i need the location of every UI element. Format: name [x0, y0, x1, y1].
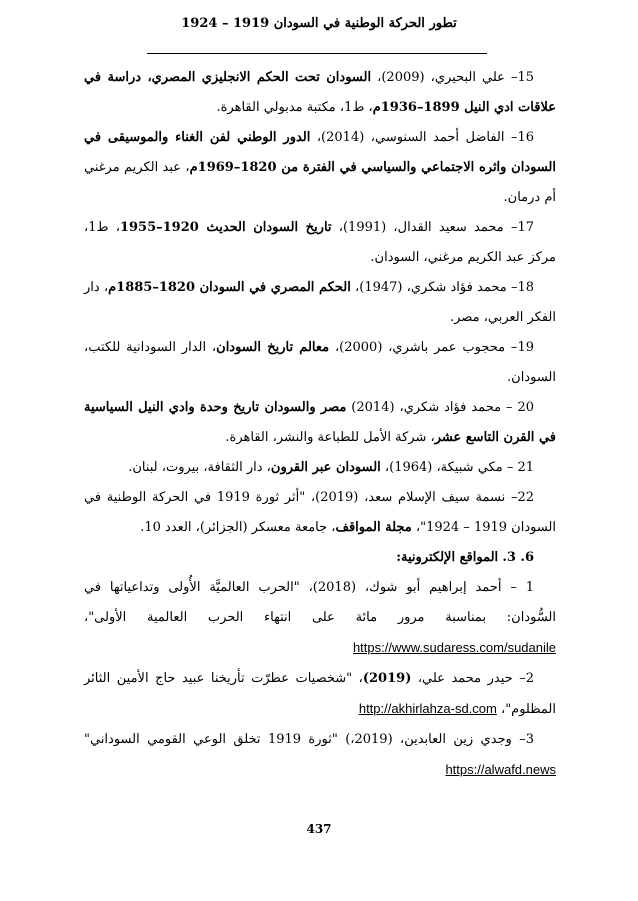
reference-publisher: ، دار الفكر العربي، مصر.: [84, 280, 556, 325]
reference-text: ، "شخصيات عطرّت تأريخنا عبيد حاج الأمين الثائر المظلوم"،: [84, 671, 556, 717]
reference-number: 15: [517, 70, 535, 85]
web-reference-3: 3– وجدي زين العابدين، (2019،) "ثورة 1919 تخلق الوعي القومي السوداني" https://alwafd.news: [84, 732, 556, 777]
reference-19: 19– محجوب عمر باشري، (2000)، معالم تاريخ السودان، الدار السودانية للكتب، السودان.: [84, 340, 556, 385]
reference-title: مجلة المواقف: [335, 520, 412, 535]
reference-author: أحمد إبراهيم أبو شوك،: [356, 580, 502, 595]
reference-number: 21: [517, 460, 534, 475]
reference-title: السودان تحت الحكم الانجليزي المصري، دراسة في علاقات ادي النيل 1899–1936م: [84, 70, 556, 115]
web-reference-1: 1 – أحمد إبراهيم أبو شوك، (2018)، "الحرب العالميَّة الأُولى وتداعياتها في السُّودان: بمناسبة مرور مائة على انتهاء الحرب العالمية الأولى"، https://www.sudaress.com/sudanile: [84, 580, 556, 655]
reference-number: 18: [517, 280, 535, 295]
reference-17: 17– محمد سعيد القدال، (1991)، تاريخ السودان الحديث 1920–1955، ط1، مركز عبد الكريم مرغني، السودان.: [84, 220, 556, 265]
page-number: 437: [306, 822, 332, 836]
reference-number: 2: [525, 671, 535, 686]
reference-title: تاريخ السودان الحديث 1920–1955: [119, 220, 332, 235]
reference-20: 20 – محمد فؤاد شكري، (2014) مصر والسودان تاريخ وحدة وادي النيل السياسية في القرن التاسع عشر، شركة الأمل للطباعة والنشر، القاهرة.: [84, 400, 556, 445]
reference-title: الدور الوطني لفن الغناء والموسيقى في السودان واثره الاجتماعي والسياسي في الفترة من 1820–1969م: [84, 130, 557, 175]
reference-author: محجوب عمر باشري، (2000)،: [329, 340, 506, 355]
reference-author: نسمة سيف الإسلام سعد، (2019)، "أثر ثورة 1919 في الحركة الوطنية في السودان 1919 – 1924"،: [84, 490, 556, 535]
reference-number: 20: [517, 400, 534, 415]
reference-publisher: ، عبد الكريم مرغني أم درمان.: [84, 160, 556, 205]
reference-url-link[interactable]: https://www.sudaress.com/sudanile: [352, 640, 556, 655]
reference-publisher: ، ط1، مكتبة مدبولي القاهرة.: [216, 100, 373, 115]
reference-title: مصر والسودان تاريخ وحدة وادي النيل السياسية في القرن التاسع عشر: [84, 400, 556, 445]
reference-text: ، "الحرب العالميَّة الأُولى وتداعياتها في السُّودان: بمناسبة مرور مائة على انتهاء الحرب العالمية الأولى"،: [84, 580, 556, 625]
reference-title: معالم تاريخ السودان: [216, 340, 330, 355]
reference-author: محمد سعيد القدال، (1991)،: [331, 220, 504, 235]
reference-author: مكي شبيكة، (1964)،: [380, 460, 503, 475]
reference-21: 21 – مكي شبيكة، (1964)، السودان عبر القرون، دار الثقافة، بيروت، لبنان.: [128, 460, 534, 475]
reference-publisher: ، جامعة معسكر (الجزائر)، العدد 10.: [140, 520, 336, 535]
reference-url-link[interactable]: https://alwafd.news: [445, 762, 556, 777]
reference-number: 3: [525, 732, 535, 747]
reference-year: (2018): [312, 580, 357, 595]
reference-number: 16: [517, 130, 535, 145]
reference-22: 22– نسمة سيف الإسلام سعد، (2019)، "أثر ثورة 1919 في الحركة الوطنية في السودان 1919 – 1924"، مجلة المواقف، جامعة معسكر (الجزائر)، العدد 10.: [84, 490, 556, 535]
reference-author: الفاضل أحمد السنوسي، (2014)،: [310, 130, 505, 145]
reference-author: محمد فؤاد شكري، (2014): [346, 400, 502, 415]
reference-author: وجدي زين العابدين،: [392, 732, 512, 747]
reference-publisher: ، دار الثقافة، بيروت، لبنان.: [128, 460, 271, 475]
reference-number: 19: [517, 340, 534, 355]
web-reference-2: 2– حيدر محمد علي، (2019)، "شخصيات عطرّت تأريخنا عبيد حاج الأمين الثائر المظلوم"، http://akhirlahza-sd.com: [84, 671, 556, 717]
reference-publisher: ، الدار السودانية للكتب، السودان.: [84, 340, 556, 385]
reference-author: علي البحيري، (2009)،: [371, 70, 505, 85]
reference-number: 1: [525, 580, 534, 595]
header-rule: [147, 53, 487, 54]
section-title: المواقع الإلكترونية:: [396, 550, 499, 565]
reference-15: 15– علي البحيري، (2009)، السودان تحت الحكم الانجليزي المصري، دراسة في علاقات ادي النيل 1899–1936م، ط1، مكتبة مدبولي القاهرة.: [84, 70, 556, 115]
section-number: 6. 3.: [502, 550, 534, 565]
running-header: تطور الحركة الوطنية في السودان 1919 – 1924: [181, 16, 457, 31]
reference-number: 17: [517, 220, 534, 235]
reference-number: 22: [517, 490, 534, 505]
reference-title: الحكم المصري في السودان 1820–1885م: [108, 280, 351, 295]
section-heading: [84, 543, 556, 573]
reference-url-link[interactable]: http://akhirlahza-sd.com: [358, 701, 497, 716]
references-body: [84, 63, 556, 786]
reference-publisher: ، شركة الأمل للطباعة والنشر، القاهرة.: [225, 430, 435, 445]
reference-author: حيدر محمد علي،: [411, 671, 513, 686]
reference-16: 16– الفاضل أحمد السنوسي، (2014)، الدور الوطني لفن الغناء والموسيقى في السودان واثره الاجتماعي والسياسي في الفترة من 1820–1969م، عبد الكريم مرغني أم درمان.: [84, 130, 557, 205]
reference-title: السودان عبر القرون: [270, 460, 381, 475]
reference-text: "ثورة 1919 تخلق الوعي القومي السوداني": [84, 732, 346, 747]
reference-18: 18– محمد فؤاد شكري، (1947)، الحكم المصري في السودان 1820–1885م، دار الفكر العربي، مصر.: [84, 280, 556, 325]
reference-publisher: ، ط1، مركز عبد الكريم مرغني، السودان.: [84, 220, 556, 265]
reference-year: (2019): [362, 671, 412, 686]
reference-author: محمد فؤاد شكري، (1947)،: [350, 280, 507, 295]
reference-year: (2019،): [345, 732, 393, 747]
